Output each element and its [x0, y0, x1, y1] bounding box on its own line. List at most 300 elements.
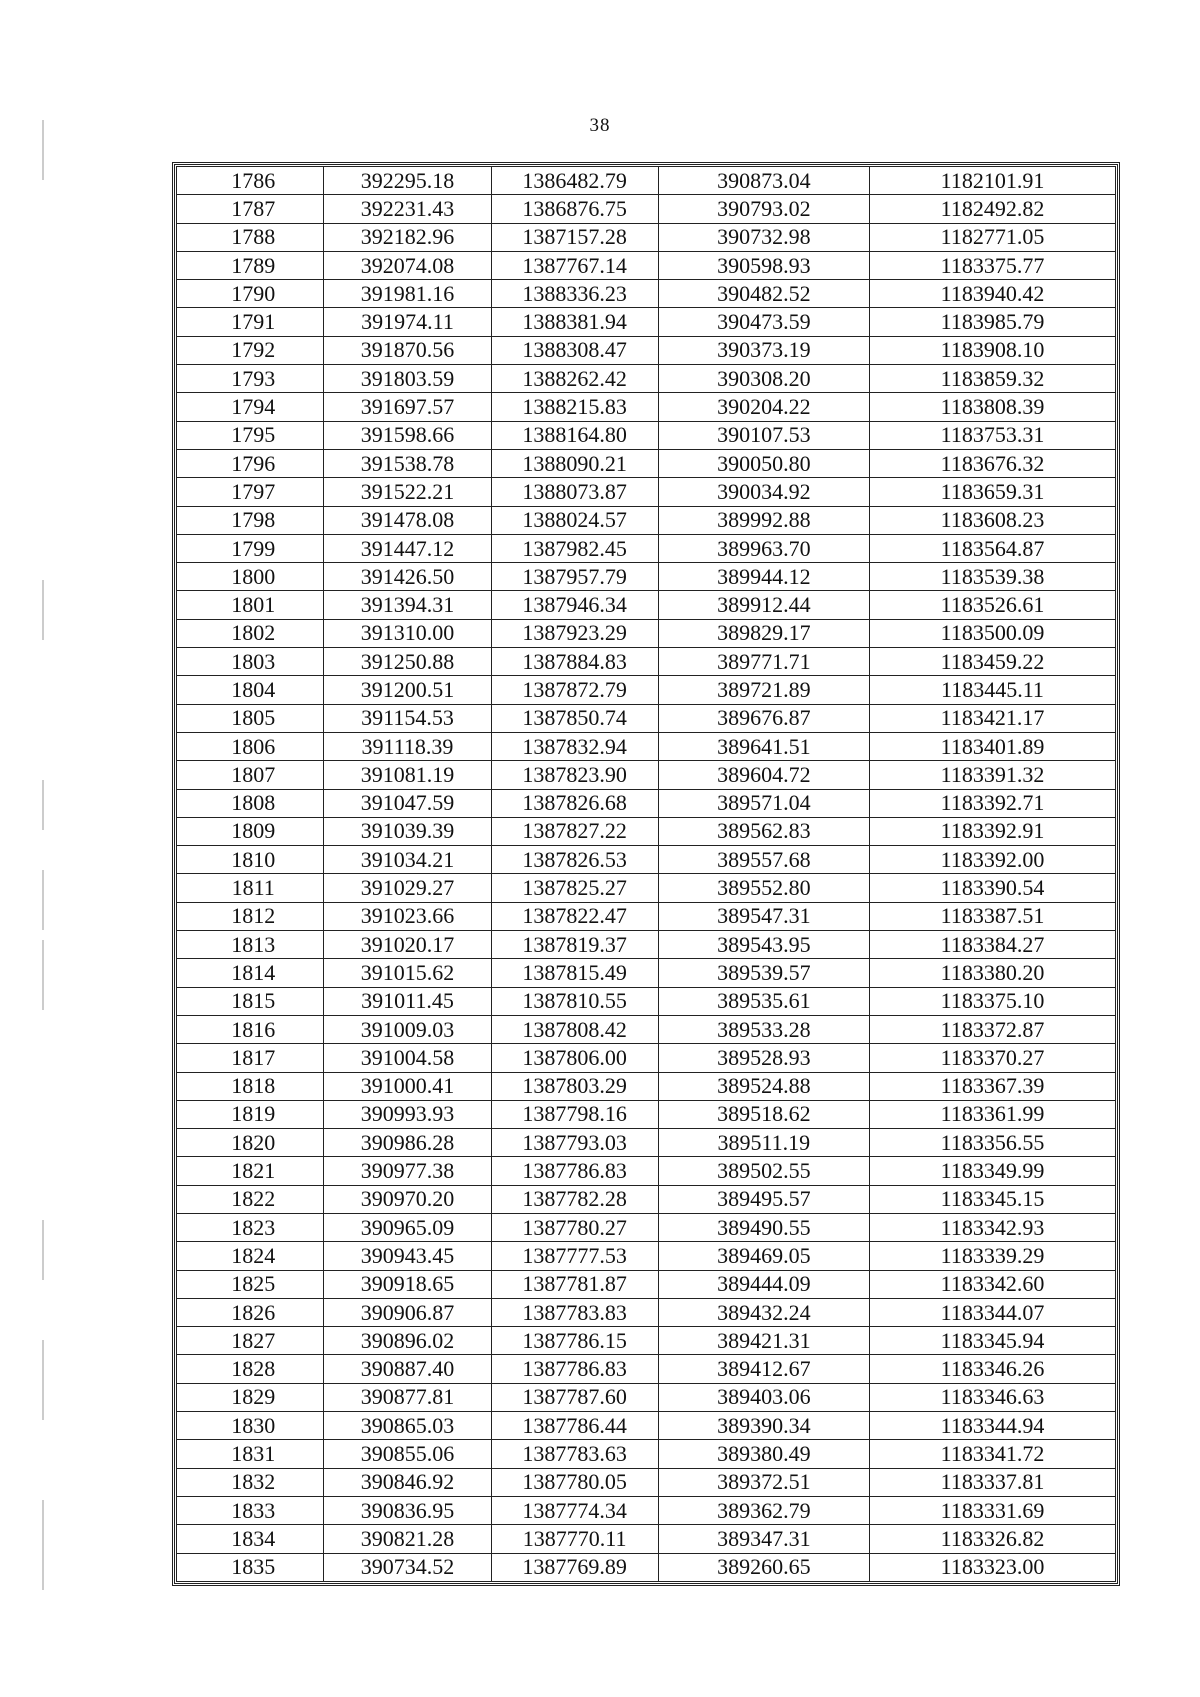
coordinate-cell: 390050.80 [658, 449, 869, 477]
point-id-cell: 1805 [177, 704, 324, 732]
coordinate-cell: 1183392.71 [869, 789, 1115, 817]
coordinate-cell: 1182492.82 [869, 195, 1115, 223]
coordinate-cell: 389721.89 [658, 676, 869, 704]
coordinate-cell: 1183380.20 [869, 959, 1115, 987]
coordinate-cell: 389604.72 [658, 761, 869, 789]
coordinate-cell: 389490.55 [658, 1213, 869, 1241]
coordinate-cell: 1387822.47 [491, 902, 658, 930]
coordinate-cell: 1387923.29 [491, 619, 658, 647]
coordinate-cell: 391200.51 [324, 676, 491, 704]
coordinate-cell: 391250.88 [324, 648, 491, 676]
coordinate-cell: 389502.55 [658, 1157, 869, 1185]
coordinate-cell: 1183421.17 [869, 704, 1115, 732]
coordinate-cell: 1183346.63 [869, 1383, 1115, 1411]
coordinate-cell: 389432.24 [658, 1298, 869, 1326]
point-id-cell: 1833 [177, 1496, 324, 1524]
coordinate-cell: 391047.59 [324, 789, 491, 817]
coordinate-cell: 1182771.05 [869, 223, 1115, 251]
coordinate-cell: 1183337.81 [869, 1468, 1115, 1496]
coordinate-cell: 1387825.27 [491, 874, 658, 902]
coordinate-cell: 390943.45 [324, 1242, 491, 1270]
coordinate-cell: 391015.62 [324, 959, 491, 987]
coordinate-cell: 390896.02 [324, 1327, 491, 1355]
table-row [177, 1496, 1116, 1524]
coordinate-cell: 391154.53 [324, 704, 491, 732]
coordinate-cell: 391023.66 [324, 902, 491, 930]
coordinate-cell: 390836.95 [324, 1496, 491, 1524]
coordinate-cell: 1183367.39 [869, 1072, 1115, 1100]
coordinate-cell: 1387157.28 [491, 223, 658, 251]
coordinate-cell: 389380.49 [658, 1440, 869, 1468]
coordinate-cell: 1183375.77 [869, 251, 1115, 279]
coordinate-cell: 391009.03 [324, 1015, 491, 1043]
coordinate-cell: 389469.05 [658, 1242, 869, 1270]
coordinate-cell: 390793.02 [658, 195, 869, 223]
coordinate-cell: 1387786.44 [491, 1412, 658, 1440]
coordinate-cell: 1183539.38 [869, 563, 1115, 591]
coordinate-cell: 1183344.94 [869, 1412, 1115, 1440]
page-number: 38 [589, 115, 611, 136]
point-id-cell: 1792 [177, 336, 324, 364]
coordinate-cell: 1183526.61 [869, 591, 1115, 619]
coordinate-cell: 391522.21 [324, 478, 491, 506]
coordinate-cell: 390865.03 [324, 1412, 491, 1440]
table-row [177, 506, 1116, 534]
coordinate-cell: 1387780.27 [491, 1213, 658, 1241]
coordinate-cell: 1183676.32 [869, 449, 1115, 477]
coordinate-cell: 1387798.16 [491, 1100, 658, 1128]
point-id-cell: 1811 [177, 874, 324, 902]
coordinate-cell: 1387850.74 [491, 704, 658, 732]
point-id-cell: 1794 [177, 393, 324, 421]
coordinate-cell: 391034.21 [324, 846, 491, 874]
coordinate-cell: 389771.71 [658, 648, 869, 676]
coordinate-cell: 1388308.47 [491, 336, 658, 364]
point-id-cell: 1820 [177, 1129, 324, 1157]
coordinate-cell: 389676.87 [658, 704, 869, 732]
point-id-cell: 1814 [177, 959, 324, 987]
coordinate-cell: 1387774.34 [491, 1496, 658, 1524]
coordinate-cell: 391697.57 [324, 393, 491, 421]
point-id-cell: 1828 [177, 1355, 324, 1383]
coordinate-cell: 1183326.82 [869, 1525, 1115, 1553]
coordinate-cell: 389403.06 [658, 1383, 869, 1411]
point-id-cell: 1803 [177, 648, 324, 676]
coordinate-cell: 1183341.72 [869, 1440, 1115, 1468]
table-row [177, 761, 1116, 789]
coordinate-cell: 1386876.75 [491, 195, 658, 223]
table-row [177, 846, 1116, 874]
table-row [177, 874, 1116, 902]
coordinate-cell: 390993.93 [324, 1100, 491, 1128]
coordinate-cell: 1387786.83 [491, 1355, 658, 1383]
point-id-cell: 1797 [177, 478, 324, 506]
coordinate-cell: 1183659.31 [869, 478, 1115, 506]
coordinate-cell: 390906.87 [324, 1298, 491, 1326]
table-row [177, 732, 1116, 760]
coordinate-cell: 390965.09 [324, 1213, 491, 1241]
coordinate-cell: 1387819.37 [491, 931, 658, 959]
point-id-cell: 1804 [177, 676, 324, 704]
coordinate-cell: 390977.38 [324, 1157, 491, 1185]
coordinate-cell: 1183859.32 [869, 365, 1115, 393]
coordinate-cell: 1388262.42 [491, 365, 658, 393]
coordinate-cell: 1387783.63 [491, 1440, 658, 1468]
point-id-cell: 1822 [177, 1185, 324, 1213]
coordinate-cell: 1183345.94 [869, 1327, 1115, 1355]
coordinate-cell: 390473.59 [658, 308, 869, 336]
coordinate-cell: 391447.12 [324, 534, 491, 562]
coordinate-cell: 1183356.55 [869, 1129, 1115, 1157]
coordinate-cell: 390970.20 [324, 1185, 491, 1213]
point-id-cell: 1795 [177, 421, 324, 449]
coordinate-cell: 1182101.91 [869, 167, 1115, 195]
coordinate-cell: 389552.80 [658, 874, 869, 902]
coordinate-cell: 389511.19 [658, 1129, 869, 1157]
coordinate-cell: 391310.00 [324, 619, 491, 647]
table-row [177, 619, 1116, 647]
coordinate-cell: 1183345.15 [869, 1185, 1115, 1213]
coordinate-cell: 1183459.22 [869, 648, 1115, 676]
coordinate-cell: 390877.81 [324, 1383, 491, 1411]
coordinate-cell: 1183339.29 [869, 1242, 1115, 1270]
coordinate-cell: 391478.08 [324, 506, 491, 534]
table-row [177, 1270, 1116, 1298]
coordinate-cell: 389524.88 [658, 1072, 869, 1100]
coordinate-cell: 1183372.87 [869, 1015, 1115, 1043]
coordinate-cell: 392182.96 [324, 223, 491, 251]
point-id-cell: 1829 [177, 1383, 324, 1411]
point-id-cell: 1817 [177, 1044, 324, 1072]
table-row [177, 1044, 1116, 1072]
coordinate-cell: 1387806.00 [491, 1044, 658, 1072]
point-id-cell: 1824 [177, 1242, 324, 1270]
point-id-cell: 1813 [177, 931, 324, 959]
coordinate-cell: 1387827.22 [491, 817, 658, 845]
point-id-cell: 1830 [177, 1412, 324, 1440]
coordinate-cell: 1387777.53 [491, 1242, 658, 1270]
table-row [177, 421, 1116, 449]
coordinate-cell: 1183323.00 [869, 1553, 1115, 1581]
point-id-cell: 1827 [177, 1327, 324, 1355]
coordinate-cell: 389495.57 [658, 1185, 869, 1213]
point-id-cell: 1816 [177, 1015, 324, 1043]
coordinate-cell: 391426.50 [324, 563, 491, 591]
table-row [177, 365, 1116, 393]
coordinate-cell: 1387786.83 [491, 1157, 658, 1185]
coordinate-cell: 389390.34 [658, 1412, 869, 1440]
coordinate-cell: 389992.88 [658, 506, 869, 534]
coordinate-cell: 390887.40 [324, 1355, 491, 1383]
coordinate-cell: 1183387.51 [869, 902, 1115, 930]
coordinate-cell: 390308.20 [658, 365, 869, 393]
table-row [177, 336, 1116, 364]
table-row [177, 959, 1116, 987]
point-id-cell: 1809 [177, 817, 324, 845]
coordinate-cell: 391011.45 [324, 987, 491, 1015]
coordinate-cell: 390482.52 [658, 280, 869, 308]
coordinate-cell: 392074.08 [324, 251, 491, 279]
coordinate-cell: 390204.22 [658, 393, 869, 421]
coordinate-cell: 1387782.28 [491, 1185, 658, 1213]
coordinate-cell: 1183392.00 [869, 846, 1115, 874]
coordinate-cell: 1387781.87 [491, 1270, 658, 1298]
coordinate-cell: 391598.66 [324, 421, 491, 449]
coordinate-cell: 1388024.57 [491, 506, 658, 534]
coordinate-cell: 1183361.99 [869, 1100, 1115, 1128]
table-row [177, 1440, 1116, 1468]
coordinate-table-body [177, 167, 1116, 1582]
coordinate-cell: 1183370.27 [869, 1044, 1115, 1072]
table-row [177, 987, 1116, 1015]
coordinate-cell: 390873.04 [658, 167, 869, 195]
coordinate-cell: 1387786.15 [491, 1327, 658, 1355]
table-row [177, 1072, 1116, 1100]
coordinate-cell: 389362.79 [658, 1496, 869, 1524]
coordinate-cell: 389562.83 [658, 817, 869, 845]
point-id-cell: 1815 [177, 987, 324, 1015]
table-row [177, 449, 1116, 477]
coordinate-cell: 1388090.21 [491, 449, 658, 477]
coordinate-cell: 391118.39 [324, 732, 491, 760]
table-row [177, 1553, 1116, 1581]
coordinate-cell: 391039.39 [324, 817, 491, 845]
table-row [177, 534, 1116, 562]
coordinate-cell: 1183349.99 [869, 1157, 1115, 1185]
table-row [177, 1298, 1116, 1326]
point-id-cell: 1788 [177, 223, 324, 251]
coordinate-cell: 1183985.79 [869, 308, 1115, 336]
coordinate-cell: 1388073.87 [491, 478, 658, 506]
point-id-cell: 1807 [177, 761, 324, 789]
coordinate-cell: 1387872.79 [491, 676, 658, 704]
coordinate-cell: 1183392.91 [869, 817, 1115, 845]
coordinate-cell: 1387826.53 [491, 846, 658, 874]
point-id-cell: 1801 [177, 591, 324, 619]
coordinate-cell: 390918.65 [324, 1270, 491, 1298]
table-row [177, 1185, 1116, 1213]
coordinate-cell: 1387767.14 [491, 251, 658, 279]
coordinate-cell: 389543.95 [658, 931, 869, 959]
coordinate-cell: 392231.43 [324, 195, 491, 223]
coordinate-cell: 1387793.03 [491, 1129, 658, 1157]
point-id-cell: 1790 [177, 280, 324, 308]
point-id-cell: 1826 [177, 1298, 324, 1326]
table-row [177, 1242, 1116, 1270]
point-id-cell: 1832 [177, 1468, 324, 1496]
coordinate-cell: 1387884.83 [491, 648, 658, 676]
coordinate-cell: 1183753.31 [869, 421, 1115, 449]
point-id-cell: 1791 [177, 308, 324, 336]
point-id-cell: 1819 [177, 1100, 324, 1128]
coordinate-cell: 1387803.29 [491, 1072, 658, 1100]
coordinate-cell: 1183346.26 [869, 1355, 1115, 1383]
coordinate-cell: 1388164.80 [491, 421, 658, 449]
table-row [177, 478, 1116, 506]
coordinate-cell: 1183390.54 [869, 874, 1115, 902]
coordinate-cell: 389421.31 [658, 1327, 869, 1355]
coordinate-cell: 1183344.07 [869, 1298, 1115, 1326]
table-row [177, 1015, 1116, 1043]
coordinate-cell: 1387808.42 [491, 1015, 658, 1043]
coordinate-cell: 1387783.83 [491, 1298, 658, 1326]
table-row [177, 1468, 1116, 1496]
table-row [177, 676, 1116, 704]
coordinate-table [176, 166, 1116, 1582]
point-id-cell: 1786 [177, 167, 324, 195]
coordinate-cell: 1183391.32 [869, 761, 1115, 789]
point-id-cell: 1810 [177, 846, 324, 874]
table-row [177, 1327, 1116, 1355]
coordinate-cell: 1387826.68 [491, 789, 658, 817]
coordinate-cell: 1387982.45 [491, 534, 658, 562]
table-row [177, 280, 1116, 308]
point-id-cell: 1821 [177, 1157, 324, 1185]
table-row [177, 789, 1116, 817]
coordinate-cell: 389260.65 [658, 1553, 869, 1581]
table-row [177, 931, 1116, 959]
table-row [177, 704, 1116, 732]
point-id-cell: 1808 [177, 789, 324, 817]
coordinate-cell: 1183808.39 [869, 393, 1115, 421]
coordinate-cell: 389829.17 [658, 619, 869, 647]
coordinate-cell: 1387946.34 [491, 591, 658, 619]
point-id-cell: 1835 [177, 1553, 324, 1581]
coordinate-cell: 389641.51 [658, 732, 869, 760]
coordinate-cell: 389412.67 [658, 1355, 869, 1383]
scan-margin-artifacts [30, 40, 60, 1640]
coordinate-cell: 1183500.09 [869, 619, 1115, 647]
coordinate-cell: 389528.93 [658, 1044, 869, 1072]
coordinate-cell: 1183445.11 [869, 676, 1115, 704]
coordinate-cell: 390034.92 [658, 478, 869, 506]
coordinate-cell: 1388215.83 [491, 393, 658, 421]
coordinate-cell: 1183608.23 [869, 506, 1115, 534]
coordinate-cell: 390846.92 [324, 1468, 491, 1496]
point-id-cell: 1793 [177, 365, 324, 393]
table-row [177, 1412, 1116, 1440]
table-row [177, 1355, 1116, 1383]
table-row [177, 563, 1116, 591]
coordinate-cell: 391803.59 [324, 365, 491, 393]
table-row [177, 195, 1116, 223]
coordinate-cell: 390598.93 [658, 251, 869, 279]
point-id-cell: 1812 [177, 902, 324, 930]
coordinate-cell: 390821.28 [324, 1525, 491, 1553]
coordinate-cell: 391081.19 [324, 761, 491, 789]
coordinate-cell: 389372.51 [658, 1468, 869, 1496]
coordinate-cell: 390373.19 [658, 336, 869, 364]
coordinate-cell: 389533.28 [658, 1015, 869, 1043]
coordinate-cell: 391029.27 [324, 874, 491, 902]
coordinate-cell: 391974.11 [324, 308, 491, 336]
table-row [177, 223, 1116, 251]
coordinate-cell: 389944.12 [658, 563, 869, 591]
point-id-cell: 1799 [177, 534, 324, 562]
table-row [177, 393, 1116, 421]
coordinate-cell: 389518.62 [658, 1100, 869, 1128]
coordinate-cell: 1183331.69 [869, 1496, 1115, 1524]
point-id-cell: 1800 [177, 563, 324, 591]
table-row [177, 1100, 1116, 1128]
table-row [177, 1157, 1116, 1185]
coordinate-cell: 1183401.89 [869, 732, 1115, 760]
coordinate-cell: 1183342.60 [869, 1270, 1115, 1298]
coordinate-cell: 391000.41 [324, 1072, 491, 1100]
point-id-cell: 1796 [177, 449, 324, 477]
coordinate-cell: 390734.52 [324, 1553, 491, 1581]
point-id-cell: 1818 [177, 1072, 324, 1100]
coordinate-cell: 390732.98 [658, 223, 869, 251]
coordinate-cell: 1183384.27 [869, 931, 1115, 959]
point-id-cell: 1834 [177, 1525, 324, 1553]
point-id-cell: 1825 [177, 1270, 324, 1298]
table-row [177, 902, 1116, 930]
coordinate-cell: 1387823.90 [491, 761, 658, 789]
coordinate-cell: 389571.04 [658, 789, 869, 817]
table-row [177, 251, 1116, 279]
coordinate-cell: 392295.18 [324, 167, 491, 195]
coordinate-cell: 1183940.42 [869, 280, 1115, 308]
point-id-cell: 1823 [177, 1213, 324, 1241]
coordinate-cell: 1183564.87 [869, 534, 1115, 562]
coordinate-cell: 391538.78 [324, 449, 491, 477]
table-row [177, 1129, 1116, 1157]
table-row [177, 1383, 1116, 1411]
coordinate-cell: 1387810.55 [491, 987, 658, 1015]
coordinate-cell: 390986.28 [324, 1129, 491, 1157]
coordinate-cell: 1387957.79 [491, 563, 658, 591]
coordinate-cell: 389912.44 [658, 591, 869, 619]
coordinate-cell: 390855.06 [324, 1440, 491, 1468]
coordinate-cell: 389539.57 [658, 959, 869, 987]
coordinate-cell: 389535.61 [658, 987, 869, 1015]
coordinate-cell: 391870.56 [324, 336, 491, 364]
coordinate-cell: 1387770.11 [491, 1525, 658, 1553]
table-row [177, 1213, 1116, 1241]
point-id-cell: 1789 [177, 251, 324, 279]
point-id-cell: 1831 [177, 1440, 324, 1468]
table-row [177, 167, 1116, 195]
coordinate-cell: 1183908.10 [869, 336, 1115, 364]
point-id-cell: 1802 [177, 619, 324, 647]
point-id-cell: 1806 [177, 732, 324, 760]
coordinate-cell: 1183375.10 [869, 987, 1115, 1015]
coordinate-cell: 1386482.79 [491, 167, 658, 195]
table-row [177, 648, 1116, 676]
coordinate-cell: 391981.16 [324, 280, 491, 308]
coordinate-cell: 1387787.60 [491, 1383, 658, 1411]
coordinate-cell: 1387780.05 [491, 1468, 658, 1496]
coordinate-cell: 1387769.89 [491, 1553, 658, 1581]
coordinate-cell: 1183342.93 [869, 1213, 1115, 1241]
coordinate-cell: 389557.68 [658, 846, 869, 874]
table-row [177, 817, 1116, 845]
coordinate-cell: 389963.70 [658, 534, 869, 562]
table-row [177, 308, 1116, 336]
coordinate-cell: 391394.31 [324, 591, 491, 619]
coordinate-cell: 1387815.49 [491, 959, 658, 987]
coordinate-table-frame [172, 162, 1120, 1586]
point-id-cell: 1787 [177, 195, 324, 223]
coordinate-cell: 391020.17 [324, 931, 491, 959]
coordinate-cell: 1388381.94 [491, 308, 658, 336]
coordinate-cell: 1387832.94 [491, 732, 658, 760]
coordinate-cell: 389547.31 [658, 902, 869, 930]
coordinate-cell: 389347.31 [658, 1525, 869, 1553]
table-row [177, 591, 1116, 619]
table-row [177, 1525, 1116, 1553]
